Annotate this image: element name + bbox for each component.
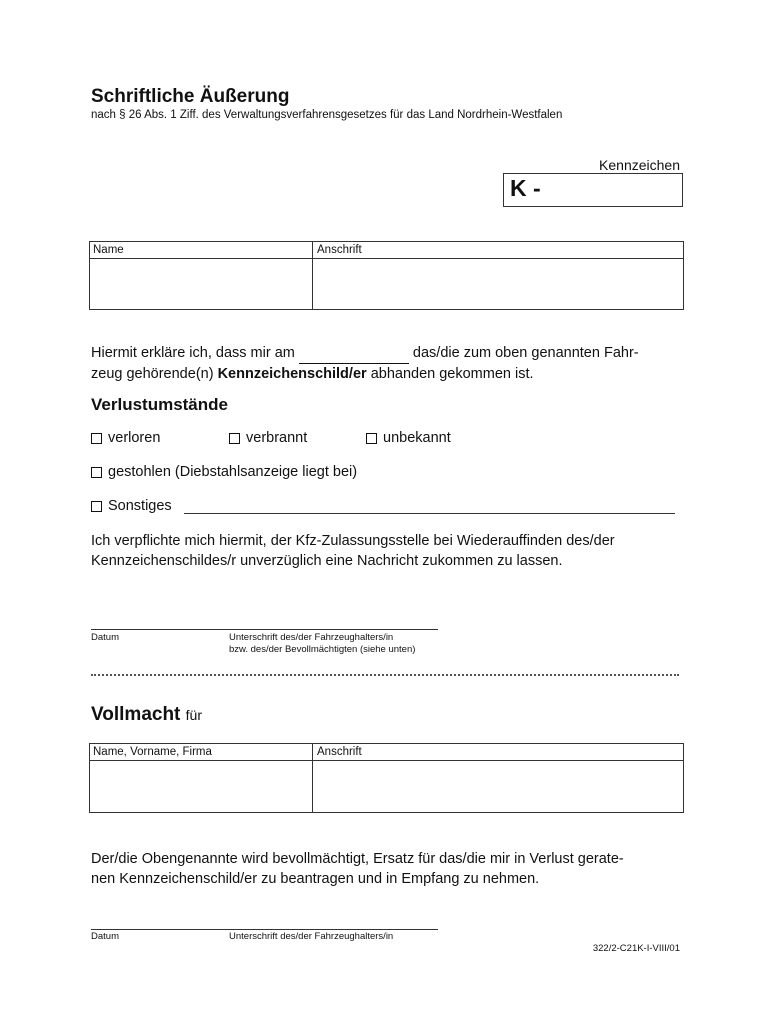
date-blank[interactable] — [299, 343, 409, 364]
authorization-text: Der/die Obengenannte wird bevollmächtigt, Ersatz für das/die mir in Verlust gerate- nen Kennzeichenschild/er zu beantragen und in Empfang zu nehmen. — [91, 851, 624, 887]
signature-line-1[interactable] — [91, 629, 438, 630]
separator-dotted — [91, 674, 679, 676]
datum-label-1: Datum — [91, 632, 119, 643]
page-title: Schriftliche Äußerung — [91, 86, 290, 107]
checkbox-icon[interactable] — [366, 433, 377, 444]
signature-line-2[interactable] — [91, 929, 438, 930]
anschrift-header: Anschrift — [317, 746, 362, 758]
name-address-table — [89, 241, 684, 310]
checkbox-icon[interactable] — [91, 467, 102, 478]
page-subtitle: nach § 26 Abs. 1 Ziff. des Verwaltungsverfahrensgesetzes für das Land Nordrhein-Westfalen — [91, 109, 563, 121]
declaration-text: Hiermit erkläre ich, dass mir am das/die zum oben genannten Fahr- zeug gehörende(n) Kennzeichenschild/er abhanden gekommen ist. — [91, 345, 639, 382]
obligation-text: Ich verpflichte mich hiermit, der Kfz-Zulassungsstelle bei Wiederauffinden des/der Kennzeichenschildes/r unverzüglich eine Nachricht zukommen zu lassen. — [91, 533, 615, 569]
option-gestohlen[interactable]: gestohlen (Diebstahlsanzeige liegt bei) — [91, 464, 357, 480]
anschrift-field[interactable] — [313, 259, 683, 309]
checkbox-icon[interactable] — [91, 501, 102, 512]
vollmacht-table — [89, 743, 684, 813]
form-reference: 322/2-C21K-I-VIII/01 — [592, 943, 680, 954]
checkbox-icon[interactable] — [229, 433, 240, 444]
table-header — [90, 242, 683, 259]
option-verloren[interactable]: verloren — [91, 430, 160, 446]
checkbox-icon[interactable] — [91, 433, 102, 444]
option-unbekannt[interactable]: unbekannt — [366, 430, 451, 446]
kennzeichen-field[interactable] — [503, 173, 683, 207]
verlust-heading: Verlustumstände — [91, 395, 228, 414]
name-header: Name — [93, 244, 124, 256]
anschrift-header: Anschrift — [317, 244, 362, 256]
bevollmaechtigter-anschrift-field[interactable] — [313, 761, 683, 812]
datum-label-2: Datum — [91, 931, 119, 942]
signature-caption-1: Unterschrift des/der Fahrzeughalters/in bzw. des/der Bevollmächtigten (siehe unten) — [229, 632, 416, 655]
kennzeichen-label: Kennzeichen — [599, 157, 680, 173]
name-vorname-firma-header: Name, Vorname, Firma — [93, 746, 212, 758]
vollmacht-heading: Vollmacht für — [91, 704, 203, 725]
option-sonstiges[interactable]: Sonstiges — [91, 498, 172, 514]
kennzeichen-value: K - — [510, 175, 541, 201]
option-verbrannt[interactable]: verbrannt — [229, 430, 307, 446]
signature-caption-2: Unterschrift des/der Fahrzeughalters/in — [229, 931, 394, 942]
sonstiges-blank[interactable] — [184, 513, 675, 514]
bevollmaechtigter-name-field[interactable] — [90, 761, 312, 812]
name-field[interactable] — [90, 259, 312, 309]
